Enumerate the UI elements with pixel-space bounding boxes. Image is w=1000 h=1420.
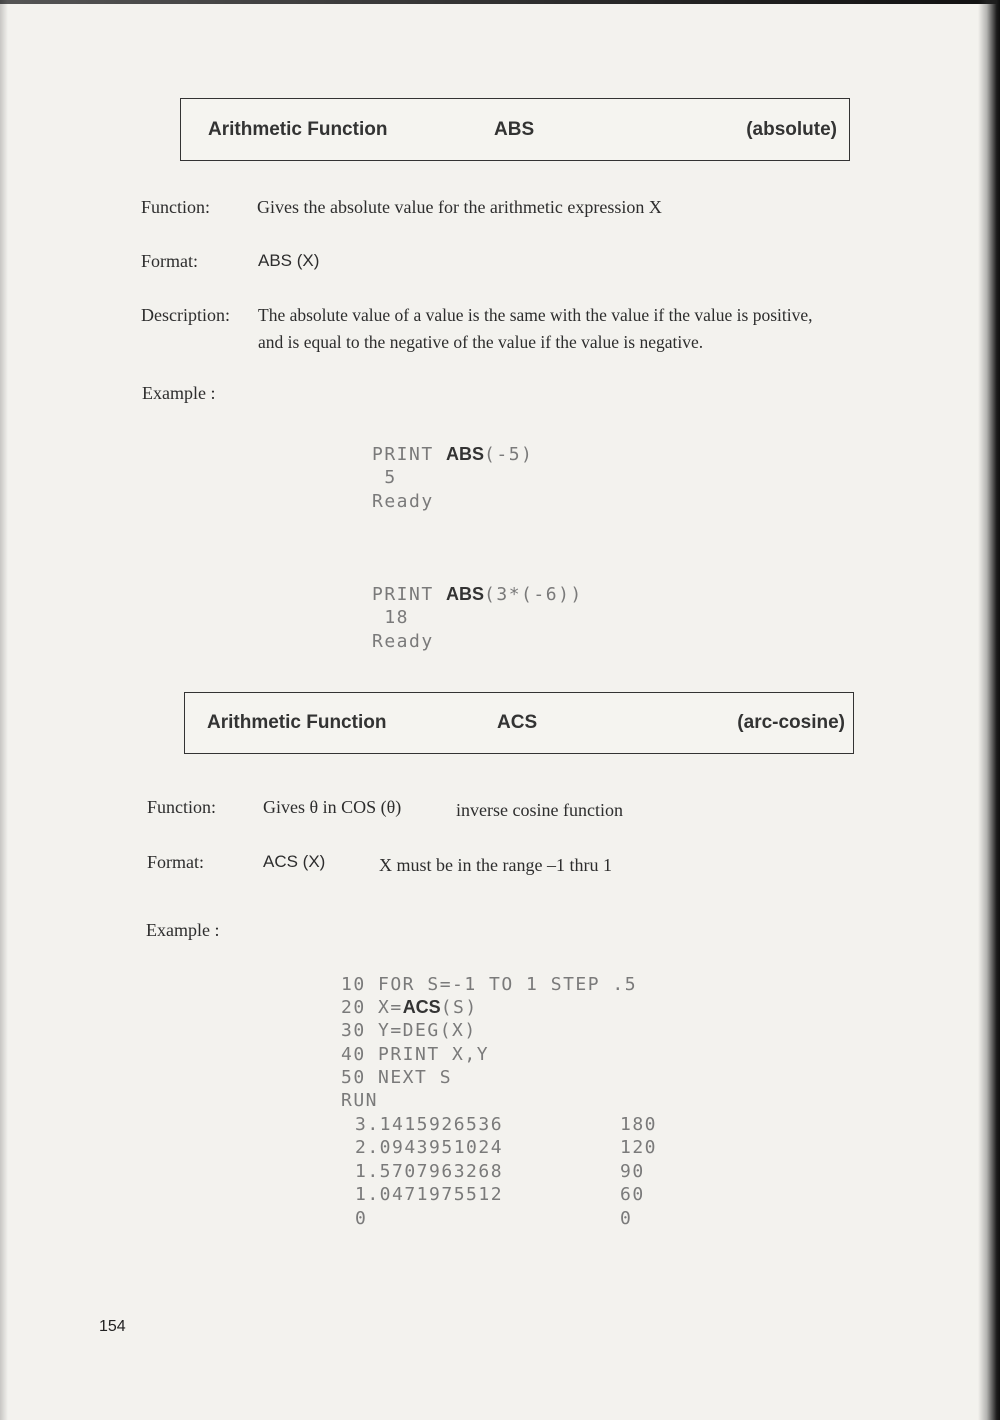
abs-keyword: ABS: [446, 584, 485, 604]
acs-keyword: ACS: [402, 997, 441, 1017]
acs-header-box: [184, 692, 854, 754]
acs-function-note: inverse cosine function: [456, 800, 623, 820]
abs-name: ABS: [494, 118, 535, 140]
abs-example2-ready: Ready: [372, 631, 434, 652]
result-y: 90: [620, 1161, 645, 1182]
run-command: RUN: [341, 1090, 379, 1111]
result-x: 3.1415926536: [355, 1114, 504, 1135]
acs-function-text: Gives θ in COS (θ): [263, 797, 402, 817]
line20-prefix: 20 X=: [341, 997, 403, 1018]
abs-keyword: ABS: [446, 444, 485, 464]
result-y: 180: [620, 1114, 658, 1135]
line20-suffix: (S): [440, 997, 478, 1018]
acs-format-note: X must be in the range –1 thru 1: [379, 855, 612, 875]
print-keyword: PRINT: [372, 444, 447, 465]
page-number: 154: [99, 1318, 126, 1335]
abs-example-label: Example :: [142, 383, 216, 403]
program-line-50: 50 NEXT S: [341, 1067, 453, 1088]
abs-example2-command: [372, 584, 583, 605]
abs-description-line1: The absolute value of a value is the same with the value if the value is positive,: [258, 305, 813, 325]
program-line-30: 30 Y=DEG(X): [341, 1020, 477, 1041]
result-y: 120: [620, 1137, 658, 1158]
abs-format-label: Format:: [141, 251, 198, 271]
abs-category: Arithmetic Function: [208, 118, 388, 140]
acs-function-label: Function:: [147, 797, 217, 817]
abs-description-line2: and is equal to the negative of the value if the value is negative.: [258, 332, 704, 352]
page-edge-top: [0, 0, 1000, 4]
print-keyword: PRINT: [372, 584, 447, 605]
abs-header-box: [180, 98, 850, 161]
abs-example1-ready: Ready: [372, 491, 434, 512]
abs-description-label: Description:: [141, 305, 230, 325]
abs-example2-result: 18: [372, 607, 410, 628]
result-x: 1.0471975512: [355, 1184, 504, 1205]
abs-function-label: Function:: [141, 197, 211, 217]
acs-category: Arithmetic Function: [207, 712, 387, 733]
program-line-10: 10 FOR S=-1 TO 1 STEP .5: [341, 974, 638, 995]
page-edge-right: [978, 0, 1000, 1420]
abs-tag: (absolute): [746, 118, 837, 140]
acs-format-label: Format:: [147, 852, 204, 872]
result-x: 1.5707963268: [355, 1161, 504, 1182]
program-line-20: [341, 997, 478, 1018]
acs-example-label: Example :: [146, 920, 220, 940]
abs-format-text: ABS (X): [258, 251, 320, 270]
result-x: 2.0943951024: [355, 1137, 504, 1158]
abs-example1-command: [372, 444, 533, 465]
abs-function-text: Gives the absolute value for the arithmetic expression X: [257, 197, 662, 217]
result-x: 0: [355, 1208, 368, 1229]
acs-name: ACS: [497, 712, 538, 733]
acs-format-text: ACS (X): [263, 852, 326, 871]
page-edge-left: [0, 0, 8, 1420]
acs-tag: (arc-cosine): [737, 712, 845, 733]
result-y: 0: [620, 1208, 633, 1229]
result-y: 60: [620, 1184, 645, 1205]
abs-argument: (-5): [484, 444, 534, 465]
abs-argument: (3*(-6)): [484, 584, 583, 605]
program-line-40: 40 PRINT X,Y: [341, 1044, 490, 1065]
abs-example1-result: 5: [372, 467, 397, 488]
